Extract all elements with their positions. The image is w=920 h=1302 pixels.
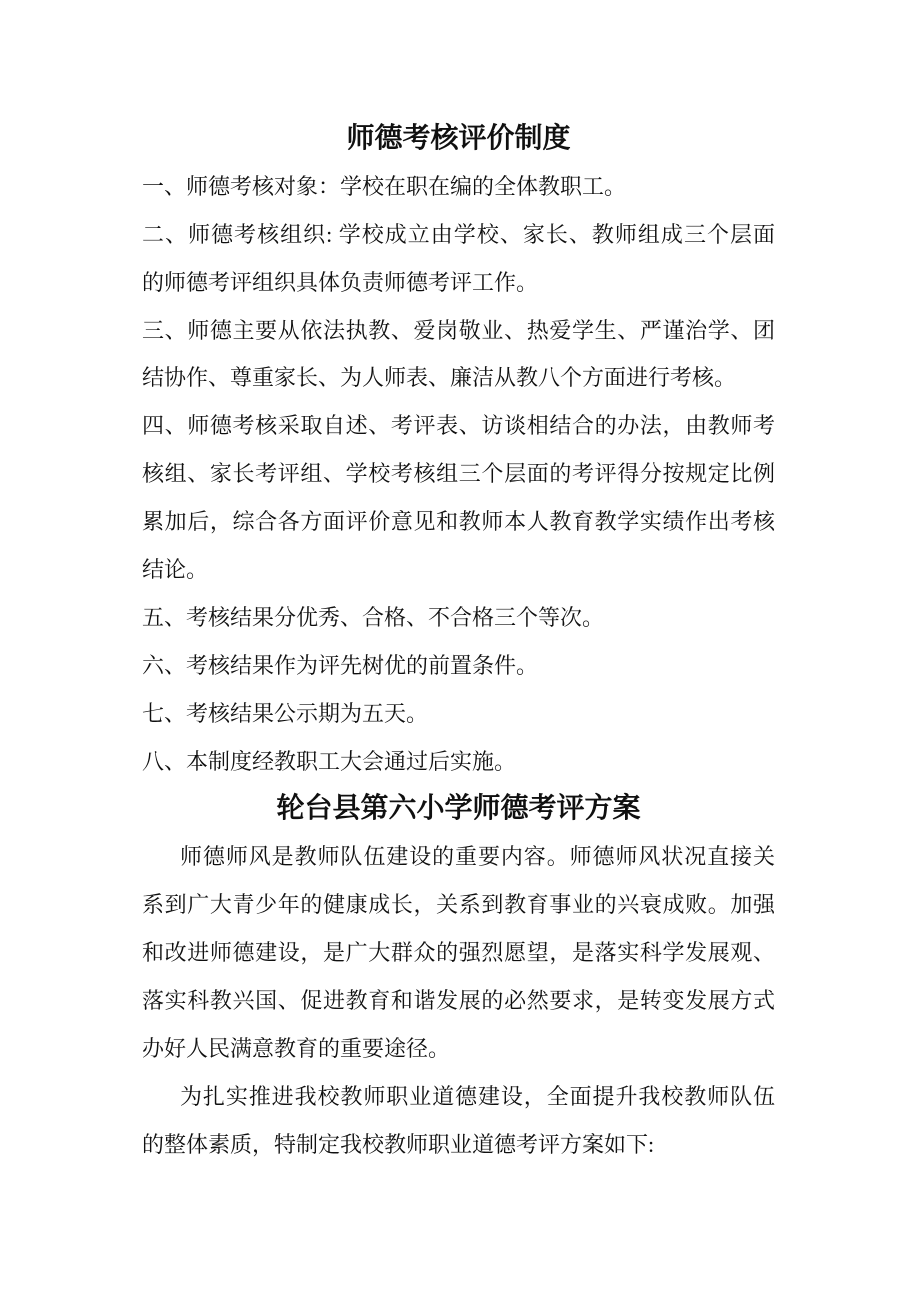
document-title-2: 轮台县第六小学师德考评方案: [276, 793, 641, 825]
text-line: 五、考核结果分优秀、合格、不合格三个等次。: [142, 604, 605, 630]
text-line: 办好人民满意教育的重要途径。: [142, 1035, 451, 1061]
text-line: 累加后，综合各方面评价意见和教师本人教育教学实绩作出考核: [142, 509, 775, 535]
document-title-1: 师德考核评价制度: [346, 123, 571, 154]
text-line: 三、师德主要从依法执教、爱岗敬业、热爱学生、严谨治学、团: [142, 317, 775, 343]
text-line: 八、本制度经教职工大会通过后实施。: [142, 748, 517, 774]
text-line: 二、师德考核组织: 学校成立由学校、家长、教师组成三个层面: [142, 221, 775, 247]
text-line: 的师德考评组织具体负责师德考评工作。: [142, 269, 539, 295]
text-line: 七、考核结果公示期为五天。: [142, 700, 429, 726]
text-line: 结协作、尊重家长、为人师表、廉洁从教八个方面进行考核。: [142, 365, 737, 391]
text-line: 四、师德考核采取自述、考评表、访谈相结合的办法，由教师考: [142, 413, 775, 439]
text-line: 落实科教兴国、促进教育和谐发展的必然要求，是转变发展方式: [142, 988, 775, 1014]
text-line: 核组、家长考评组、学校考核组三个层面的考评得分按规定比例: [142, 461, 775, 487]
text-line: 结论。: [142, 557, 209, 583]
text-line: 六、考核结果作为评先树优的前置条件。: [142, 652, 539, 678]
text-line: 系到广大青少年的健康成长，关系到教育事业的兴衰成败。加强: [142, 892, 775, 918]
text-line: 师德师风是教师队伍建设的重要内容。师德师风状况直接关: [180, 844, 775, 870]
text-line: 一、师德考核对象：学校在职在编的全体教职工。: [142, 173, 627, 199]
text-line: 为扎实推进我校教师职业道德建设，全面提升我校教师队伍: [180, 1083, 775, 1109]
text-line: 和改进师德建设，是广大群众的强烈愿望，是落实科学发展观、: [142, 940, 775, 966]
text-line: 的整体素质，特制定我校教师职业道德考评方案如下:: [142, 1131, 655, 1157]
